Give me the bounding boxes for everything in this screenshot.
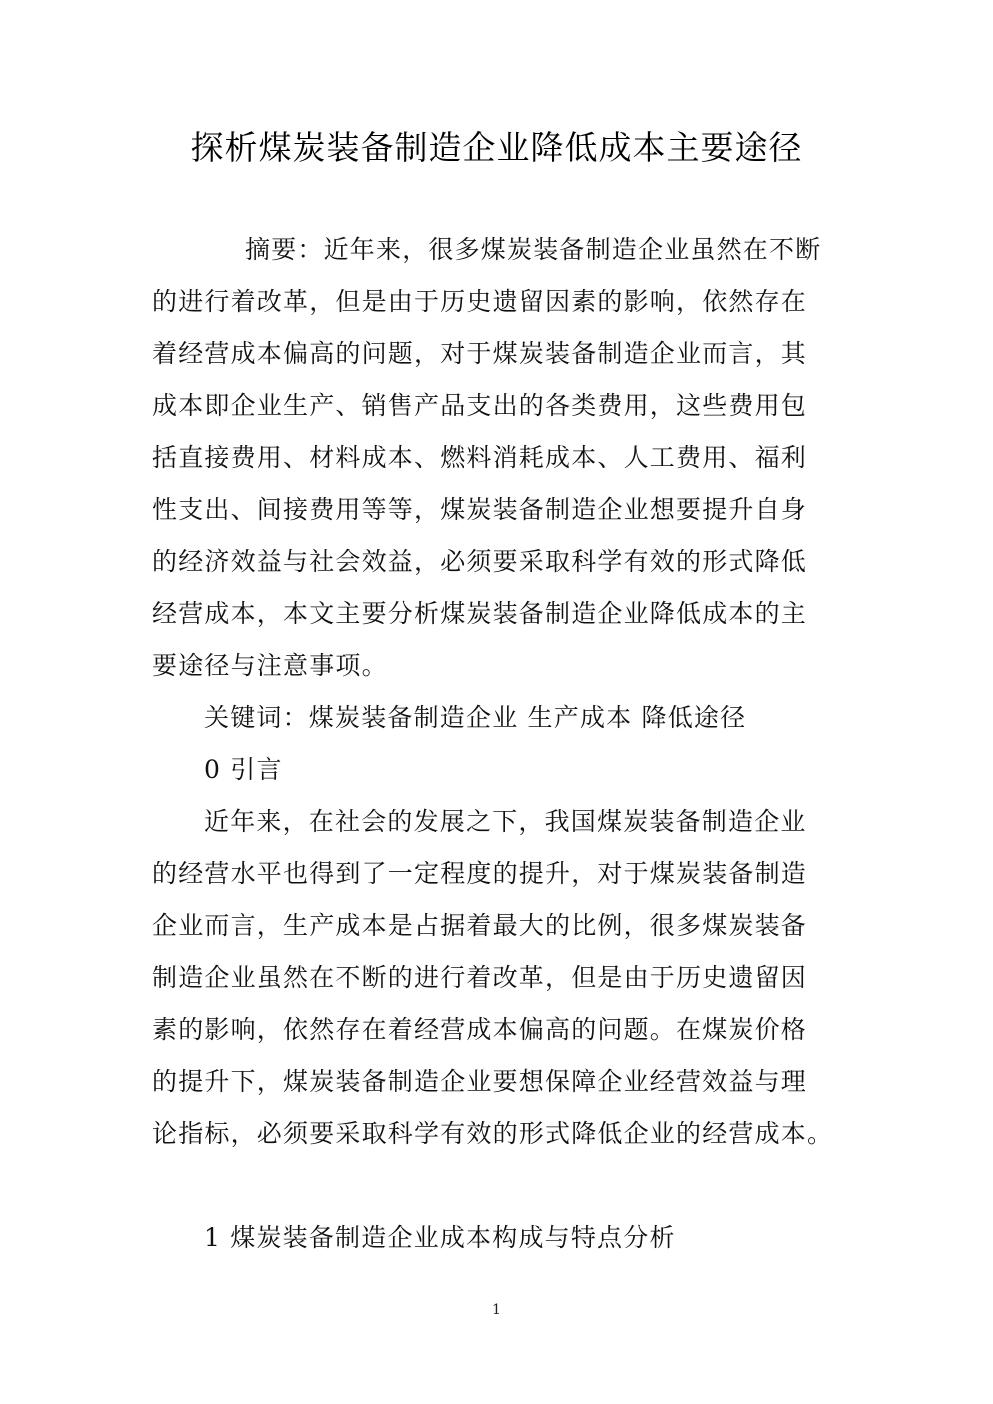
intro-line: 的经营水平也得到了一定程度的提升，对于煤炭装备制造 [152,859,808,888]
abstract-line: 的进行着改革，但是由于历史遗留因素的影响，依然存在 [152,287,808,316]
abstract-line: 着经营成本偏高的问题，对于煤炭装备制造企业而言，其 [152,339,808,368]
abstract-line: 性支出、间接费用等等，煤炭装备制造企业想要提升自身 [152,495,808,524]
page-number: 1 [492,1302,501,1318]
abstract-line: 要途径与注意事项。 [152,651,388,680]
abstract-line: 括直接费用、材料成本、燃料消耗成本、人工费用、福利 [152,443,808,472]
abstract-line: 经营成本，本文主要分析煤炭装备制造企业降低成本的主 [152,599,808,628]
keywords-line: 关键词：煤炭装备制造企业 生产成本 降低途径 [204,703,747,732]
section-heading-intro: 0 引言 [204,755,283,784]
abstract-line: 的经济效益与社会效益，必须要采取科学有效的形式降低 [152,547,808,576]
intro-line: 素的影响，依然存在着经营成本偏高的问题。在煤炭价格 [152,1015,808,1044]
intro-line: 论指标，必须要采取科学有效的形式降低企业的经营成本。 [152,1119,834,1148]
intro-line: 的提升下，煤炭装备制造企业要想保障企业经营效益与理 [152,1067,808,1096]
document-title: 探析煤炭装备制造企业降低成本主要途径 [190,128,803,167]
intro-line: 制造企业虽然在不断的进行着改革，但是由于历史遗留因 [152,963,808,992]
intro-line: 企业而言，生产成本是占据着最大的比例，很多煤炭装备 [152,911,808,940]
section-heading-1: 1 煤炭装备制造企业成本构成与特点分析 [204,1223,676,1252]
abstract-line: 成本即企业生产、销售产品支出的各类费用，这些费用包 [152,391,808,420]
intro-line: 近年来，在社会的发展之下，我国煤炭装备制造企业 [204,807,807,836]
abstract-line: 摘要：近年来，很多煤炭装备制造企业虽然在不断 [245,235,822,264]
